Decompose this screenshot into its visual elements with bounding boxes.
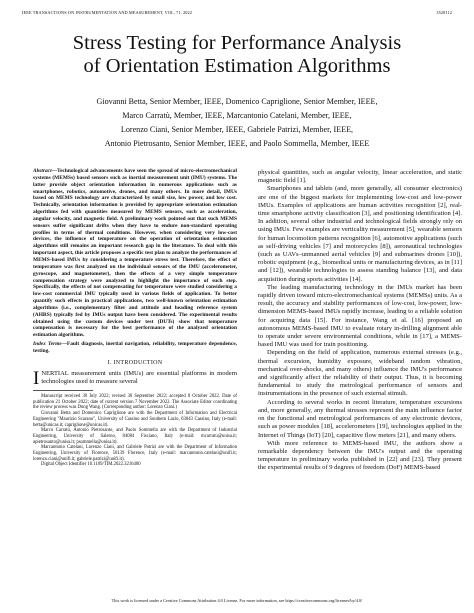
author-line: Marco Carratù, Member, IEEE, Marcantonio Catelani, Member, IEEE,: [122, 111, 352, 120]
abstract: Abstract—Technological advancements have seen the spread of micro-electromechanical systems (MEMSs) based sensors such as inertial measurement unit (IMU) systems. The latter provide object orientation information in numerous applications such as smartphones, robotics, automotive, drones, and many others. In more detail, IMUs based on MEMS technology are characterized by small size, low power, and low cost. Technically, orientation information is provided by appropriate orientation estimation algorithms fed with quantities measured by MEMS sensors, such as acceleration, angular velocity, and magnetic field. A preliminary work pointed out that such MEMS sensors suffer significant drifts when they have to endure non-standard operating profiles in terms of thermal conditions. However, when considering very low-cost devices, the influence of temperature on the operation of orientation estimation algorithms still remains an important research gap in the literature. To deal with this important aspect, this article proposes a specific test plan to analyze the performances of MEMS-based IMUs by considering a temperature stress test. Therefore, the effect of temperature was first analyzed on the individual sensors of the IMU (accelerometer, gyroscope, and magnetometer), then the effects of a very simple temperature compensation strategy were analyzed to highlight the importance of such step. Specifically, the effects of not compensating for temperature were studied considering a low-cost commercial IMU typically used in various fields of application. To better quantify such effects in practical applications, two well-known orientation estimation algorithms (i.e., complementary filter and attitude and heading reference system (AHRS) typically fed by IMUs output have been considered. The experimental results obtained using the custom devices under test (DUTs) show that temperature compensation is necessary for the best performance of the analyzed orientation estimation algorithms.: [33, 168, 237, 339]
index-terms-text: Fault diagnosis, inertial navigation, reliability, temperature dependence, testing.: [33, 341, 237, 354]
body-paragraph: physical quantities, such as angular velocity, linear acceleration, and static magnetic field [1].: [258, 169, 462, 185]
intro-paragraph: [33, 367, 237, 389]
footnote: Marcantonio Catelani, Lorenzo Ciani, and Gabriele Patrizi are with the Department of Information Engineering, University of Florence, 50139 Florence, Italy (e-mail: marcantonio.catelani@unifi.it; lorenzo.ciani@unifi.it; gabriele.patrizi@unifi.it).: [33, 445, 237, 462]
author-list: [40, 95, 434, 151]
license-footer: This work is licensed under a Creative Commons Attribution 4.0 License. For more information, see https://creativecommons.org/licenses/by/4.0/: [111, 598, 363, 603]
journal-name: IEEE TRANSACTIONS ON INSTRUMENTATION AND MEASUREMENT, VOL. 71, 2022: [22, 10, 192, 15]
author-line: Antonio Pietrosanto, Senior Member, IEEE, and Paolo Sommella, Member, IEEE: [104, 139, 370, 148]
body-paragraph: The leading manufacturing technology in the IMUs market has been rapidly driven toward micro-electromechanical systems (MEMSs) units. As a result, the accuracy and stability performances of low-cost, low-power, low-dimension MEMS-based IMUs rapidly increase, leading to a reliable solution for acquiring data [15]. For instance, Wang et al. [16] proposed an autonomous MEMS-based IMU to evaluate rotary in-drilling alignment able to operate under severe environmental conditions, while in [17], a MEMS-based IMU was used for train positioning.: [258, 283, 462, 349]
footnote: Marco Carratù, Antonio Pietrosanto, and Paolo Sommella are with the Department of Industrial Engineering, University of Salerno, 84084 Fisciano, Italy (e-mail: mcarratu@unisa.it; apietrosanto@unisa.it; psommella@unisa.it).: [33, 428, 237, 445]
paper-title: [0, 32, 474, 78]
footnote-rule: [33, 390, 93, 391]
running-header: [22, 10, 452, 15]
body-paragraph: According to several works in recent literature, temperature excursions and, more generally, any thermal stresses represent the main influence factor on the functional and metrological performances of any electronic devices, such as power modules [18], accelerometers [19], technologies applied in the Internet of Things (IoT) [20], capacitive flow meters [21], and many others.: [258, 398, 462, 439]
footnote: Manuscript received 30 July 2022; revised 30 September 2022; accepted 8 October 2022. Date of publication 21 October 2022; date of current version 7 November 2022. The Associate Editor coordinating the review process was Dong Wang. (Corresponding author: Lorenzo Ciani.): [33, 394, 237, 411]
body-paragraph: Depending on the field of application, numerous external stresses (e.g., thermal excursion, humidity exposure, wideband random vibration, mechanical over-shocks, and many others) influence the IMU's performance and significantly affect the reliability of their output. Thus, it is becoming fundamental to study the metrological performance of sensors and instrumentations in the presence of such external stimuli.: [258, 349, 462, 398]
section-heading: I. INTRODUCTION: [107, 359, 163, 366]
abstract-text: Technological advancements have seen the spread of micro-electromechanical systems (MEMSs) based sensors such as inertial measurement unit (IMU) systems. The latter provide object orientation information in numerous applications such as smartphones, robotics, automotive, drones, and many others. In more detail, IMUs based on MEMS technology are characterized by small size, low power, and low cost. Technically, orientation information is provided by appropriate orientation estimation algorithms fed with quantities measured by MEMS sensors, such as acceleration, angular velocity, and magnetic field. A preliminary work pointed out that such MEMS sensors suffer significant drifts when they have to endure non-standard operating profiles in terms of thermal conditions. However, when considering very low-cost devices, the influence of temperature on the operation of orientation estimation algorithms still remains an important research gap in the literature. To deal with this important aspect, this article proposes a specific test plan to analyze the performances of MEMS-based IMUs by considering a temperature stress test. Therefore, the effect of temperature was first analyzed on the individual sensors of the IMU (accelerometer, gyroscope, and magnetometer), then the effects of a very simple temperature compensation strategy were analyzed to highlight the importance of such step. Specifically, the effects of not compensating for temperature were studied considering a low-cost commercial IMU typically used in various fields of application. To better quantify such effects in practical applications, two well-known orientation estimation algorithms (i.e., complementary filter and attitude and heading reference system (AHRS) typically fed by IMUs output have been considered. The experimental results obtained using the custom devices under test (DUTs) show that temperature compensation is necessary for the best performance of the analyzed orientation estimation algorithms.: [33, 168, 237, 339]
author-line: Lorenzo Ciani, Senior Member, IEEE, Gabriele Patrizi, Member, IEEE,: [120, 125, 354, 134]
index-terms: Index Terms—Fault diagnosis, inertial navigation, reliability, temperature dependence, testing.: [33, 341, 237, 354]
footnote: Giovanni Betta and Domenico Capriglione are with the Department of Information and Electrical Engineering "Maurizio Scarano", University of Cassino and Southern Lazio, 03043 Cassino, Italy (e-mail: betta@unicas.it; capriglione@unicas.it).: [33, 411, 237, 428]
abstract-label: Abstract: [33, 168, 52, 174]
footnote: Digital Object Identifier 10.1109/TIM.2022.3216400: [41, 462, 141, 468]
article-number: 3528112: [436, 10, 452, 15]
intro-text: NERTIAL measurement units (IMUs) are essential platforms in modern technologies used to measure several: [41, 369, 237, 385]
title-line: of Orientation Estimation Algorithms: [83, 55, 391, 77]
author-line: Giovanni Betta, Senior Member, IEEE, Domenico Capriglione, Senior Member, IEEE,: [96, 97, 378, 106]
index-terms-label: Index Terms: [33, 341, 62, 348]
body-paragraph: Smartphones and tablets (and, more generally, all consumer electronics) are one of the biggest markets for implementing low-cost and low-power IMUs. Examples of applications are human activities recognition [2], real-time smartphone activity classification [3], and positioning identification [4]. In addition, several other industrial and technological fields strongly rely on using IMUs. Few examples are verticality measurement [5], wearable sensors for human locomotion patterns recognition [6], automotive applications (such as self-driving vehicles [7] and motorcycles [8]), aeronautical technologies (such as UAVs–unmanned aerial vehicles [9] and submarines drones [10]), robotic equipment (e.g., biomedical units or manufacturing devices, as in [11] and [12]), wearable technologies to assess standing balance [13], and data acquisition during sports activities [14].: [258, 185, 462, 283]
title-line: Stress Testing for Performance Analysis: [72, 32, 402, 54]
right-column: [258, 169, 462, 473]
drop-cap: I: [33, 367, 40, 389]
left-column: [33, 168, 237, 468]
body-paragraph: With more reference to MEMS-based IMU, the authors show a remarkable dependency between the IMU's output and the operating temperature in preliminary works published in [22] and [23]. They present the experimental results of 9 degrees of freedom (DoF) MEMS-based: [258, 439, 462, 472]
